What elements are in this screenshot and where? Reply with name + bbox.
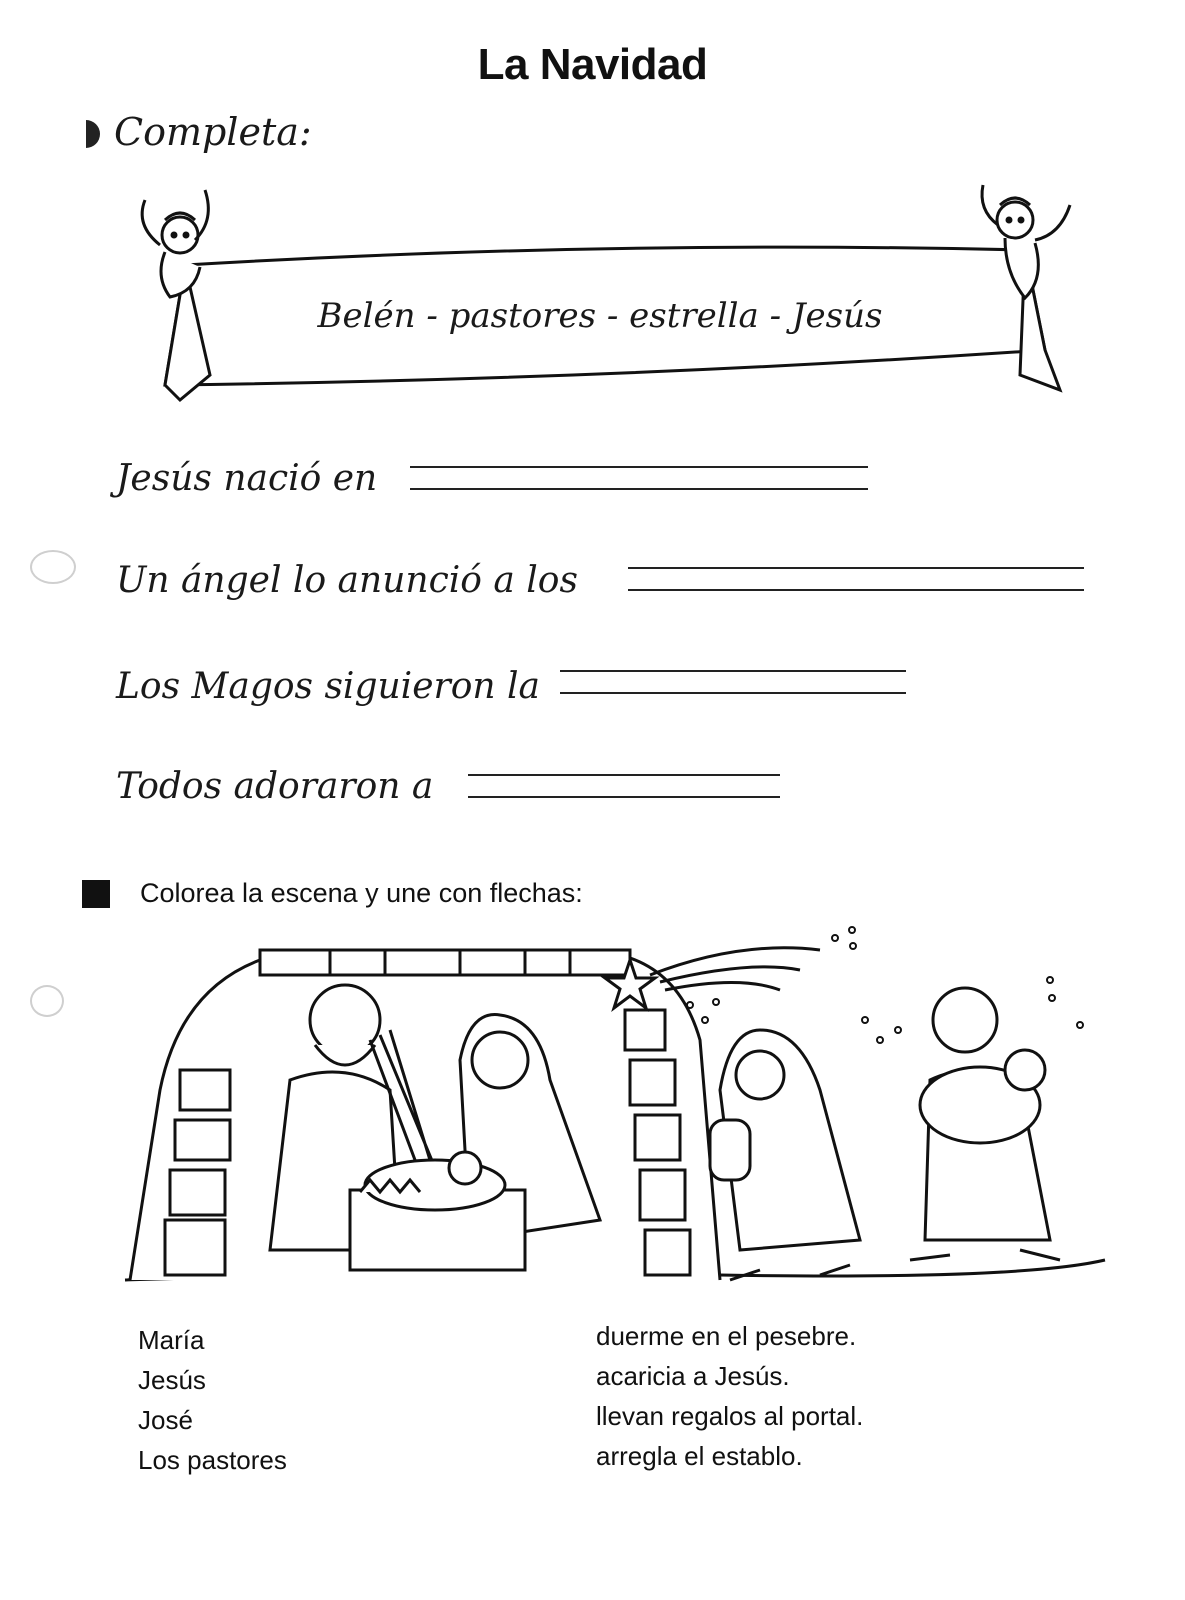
list-item[interactable]: Los pastores xyxy=(138,1445,287,1475)
nativity-scene-illustration xyxy=(120,920,1110,1310)
answer-line-1[interactable] xyxy=(410,466,868,490)
list-item[interactable]: José xyxy=(138,1405,193,1435)
sentence-3: Los Magos siguieron la xyxy=(116,666,540,707)
shepherd-with-jar-icon xyxy=(710,1030,860,1280)
section-instruction: Colorea la escena y une con flechas: xyxy=(140,878,583,908)
right-column xyxy=(596,1316,863,1476)
page-title: La Navidad xyxy=(477,40,708,89)
list-item[interactable]: Jesús xyxy=(138,1365,206,1395)
sentence-2: Un ángel lo anunció a los xyxy=(116,560,578,601)
punch-hole xyxy=(30,550,76,584)
punch-hole xyxy=(30,985,64,1017)
list-item[interactable]: llevan regalos al portal. xyxy=(596,1401,864,1431)
square-bullet-icon xyxy=(82,880,110,908)
list-item[interactable]: María xyxy=(138,1325,205,1355)
sentence-1: Jesús nació en xyxy=(116,458,378,499)
list-item[interactable]: arregla el establo. xyxy=(596,1441,803,1471)
banner-word-bank: Belén - pastores - estrella - Jesús xyxy=(317,296,883,336)
left-column xyxy=(138,1320,287,1480)
shepherd-with-lamb-icon xyxy=(910,988,1060,1260)
sentence-4: Todos adoraron a xyxy=(116,766,434,807)
list-item[interactable]: acaricia a Jesús. xyxy=(596,1361,790,1391)
answer-line-2[interactable] xyxy=(628,567,1084,591)
list-item[interactable]: duerme en el pesebre. xyxy=(596,1321,857,1351)
half-circle-bullet-icon xyxy=(86,118,102,150)
angel-banner-illustration xyxy=(125,180,1085,410)
decorative-dots-icon xyxy=(687,927,1083,1043)
section-heading-completa: Completa: xyxy=(114,110,312,154)
star-icon xyxy=(605,948,820,1008)
answer-line-4[interactable] xyxy=(468,774,780,798)
answer-line-3[interactable] xyxy=(560,670,906,694)
